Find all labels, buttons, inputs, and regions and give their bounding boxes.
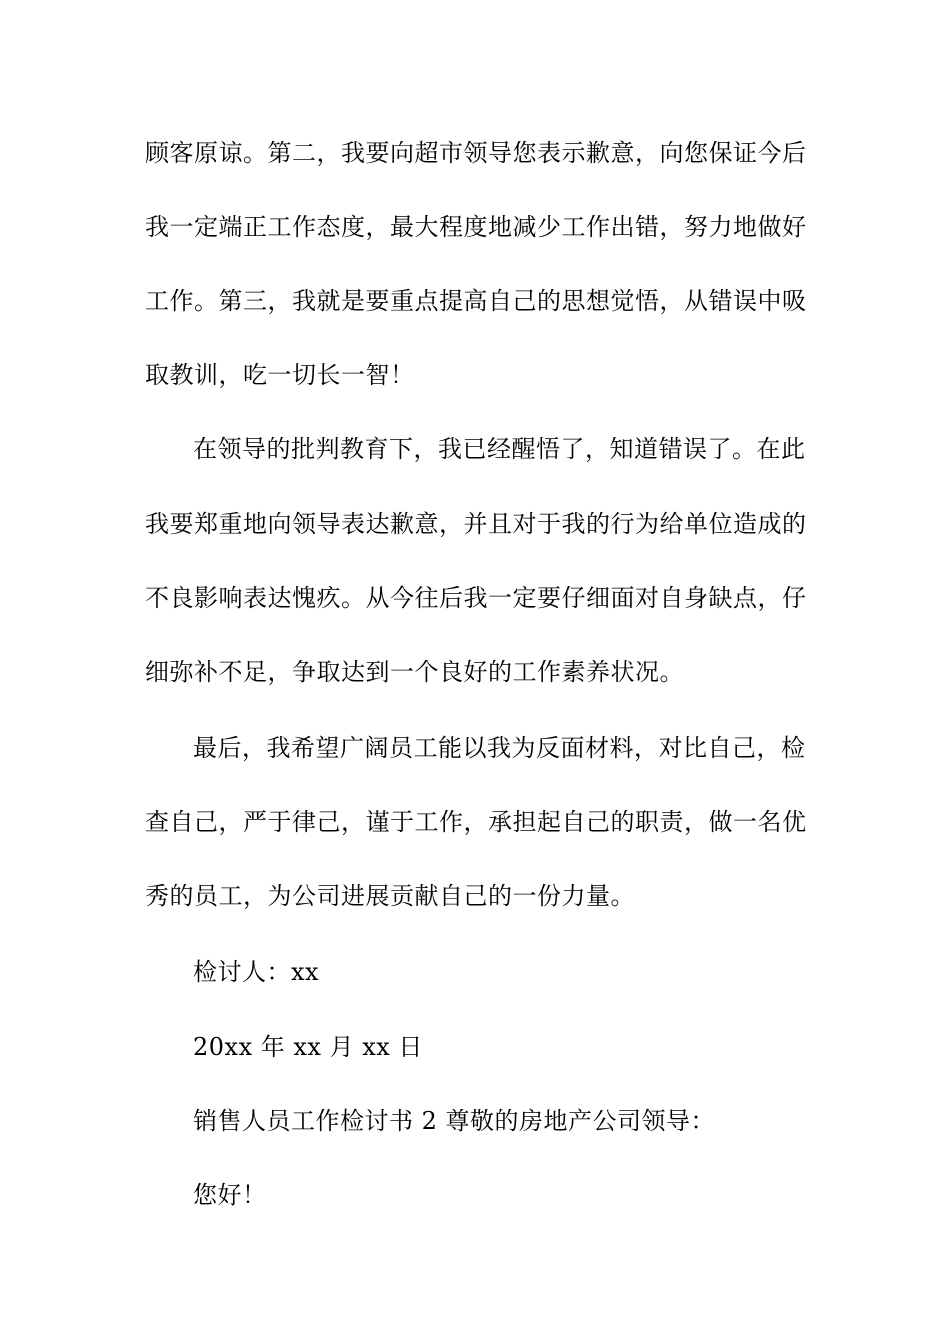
greeting: 您好！ <box>193 1181 267 1209</box>
paragraph-1-line-3: 工作。第三，我就是要重点提高自己的思想觉悟，从错误中吸 <box>145 287 807 315</box>
paragraph-1-line-2: 我一定端正工作态度，最大程度地减少工作出错，努力地做好 <box>145 213 807 241</box>
paragraph-2-line-3: 不良影响表达愧疚。从今往后我一定要仔细面对自身缺点，仔 <box>145 584 807 612</box>
paragraph-3-line-3: 秀的员工，为公司进展贡献自己的一份力量。 <box>145 882 635 910</box>
paragraph-3-line-1: 最后，我希望广阔员工能以我为反面材料，对比自己，检 <box>193 734 806 762</box>
signature-date: 20xx 年 xx 月 xx 日 <box>193 1033 423 1061</box>
reviewer-signature: 检讨人：xx <box>193 958 320 986</box>
paragraph-1-line-4: 取教训，吃一切长一智！ <box>145 361 415 389</box>
paragraph-1-line-1: 顾客原谅。第二，我要向超市领导您表示歉意，向您保证今后 <box>145 139 807 167</box>
section-heading: 销售人员工作检讨书 2 尊敬的房地产公司领导： <box>193 1107 716 1135</box>
paragraph-2-line-1: 在领导的批判教育下，我已经醒悟了，知道错误了。在此 <box>193 435 806 463</box>
paragraph-3-line-2: 查自己，严于律己，谨于工作，承担起自己的职责，做一名优 <box>145 808 807 836</box>
paragraph-2-line-2: 我要郑重地向领导表达歉意，并且对于我的行为给单位造成的 <box>145 510 807 538</box>
paragraph-2-line-4: 细弥补不足，争取达到一个良好的工作素养状况。 <box>145 658 684 686</box>
